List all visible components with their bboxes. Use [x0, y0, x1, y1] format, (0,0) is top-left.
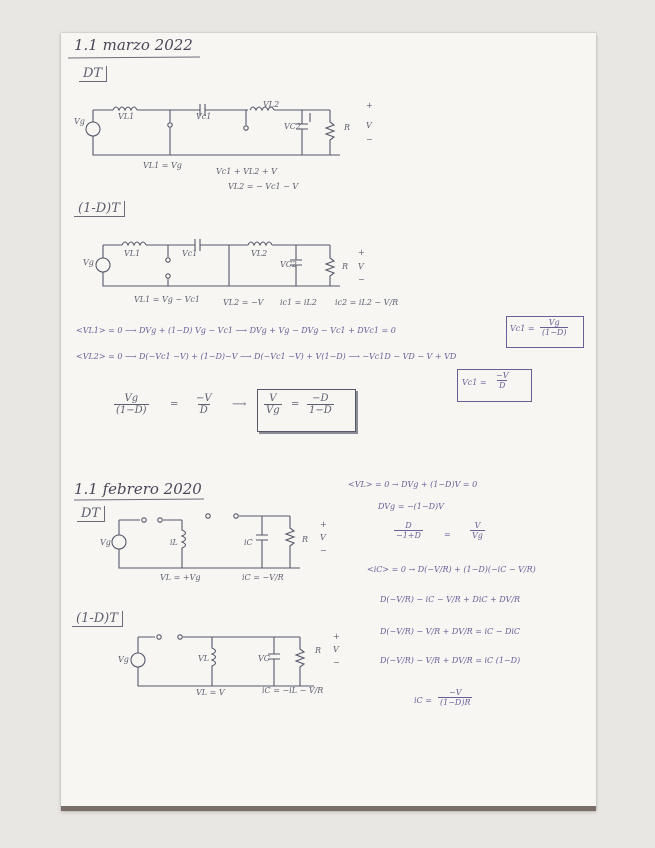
- box3-r-den: 1−D: [309, 405, 332, 416]
- dt-label-2: DT: [77, 506, 105, 522]
- s2-frac-3: [438, 688, 472, 707]
- final-l-den: (1−D): [116, 405, 147, 416]
- r-label-4: R: [315, 646, 322, 655]
- vg-label-4: Vg: [118, 655, 129, 664]
- vl1-label-2: VL1: [124, 249, 141, 258]
- box3-r-num: −D: [312, 393, 329, 404]
- final-frac-l: [114, 393, 149, 416]
- l7-num: −V: [449, 688, 462, 697]
- s2-right-l4: D(−V/R) − iC − V/R + DiC + DV/R: [380, 595, 521, 604]
- s2-right-l7-lhs: iC =: [414, 696, 432, 705]
- section-title-2022: 1.1 marzo 2022: [74, 36, 193, 54]
- box2-frac: [494, 371, 510, 390]
- vc-label: VC: [258, 654, 270, 663]
- f1-rden: Vg: [472, 531, 483, 540]
- s1-off-eq-2: VL2 = −V: [223, 298, 264, 307]
- f1-den: −1+D: [396, 531, 421, 540]
- vl2-label: VL2: [263, 100, 280, 109]
- box2-num: −V: [496, 371, 509, 380]
- minus-label: −: [366, 135, 373, 144]
- vl-label: VL: [198, 654, 210, 663]
- vc1-label-2: Vc1: [182, 249, 198, 258]
- s1-off-eq-4: ic2 = iL2 − V/R: [335, 298, 399, 307]
- vl1-label: VL1: [118, 112, 135, 121]
- s2-right-l5: D(−V/R) − V/R + DV/R = iC − DiC: [380, 627, 521, 636]
- final-r-den: D: [199, 405, 208, 416]
- box1-frac: [540, 318, 568, 337]
- box1-lhs: Vc1 =: [510, 324, 535, 333]
- box2-den: D: [499, 381, 506, 390]
- minus-label-2: −: [358, 275, 365, 284]
- box3-frac-r: [307, 393, 334, 416]
- plus-label: +: [366, 101, 373, 110]
- plus-label-3: +: [320, 520, 327, 529]
- s2-off-eq-2: iC = −iL − V/R: [262, 686, 324, 695]
- s1-dt-eq-3: VL2 = − Vc1 − V: [228, 182, 299, 191]
- box3-l-num: V: [269, 393, 277, 404]
- box3-l-den: Vg: [266, 405, 280, 416]
- f1-eq: =: [444, 530, 451, 539]
- s1-dt-eq-2: Vc1 + VL2 + V: [216, 167, 277, 176]
- vl2-label-2: VL2: [251, 249, 268, 258]
- avg-line-2: <VL2> = 0 ⟶ D(−Vc1 −V) + (1−D)−V ⟶ D(−Vc1 −V) + V(1−D) ⟶ −Vc1D − VD − V + VD: [76, 352, 457, 361]
- page-edge: [61, 806, 596, 811]
- off-label-2: (1-D)T: [72, 611, 123, 627]
- s1-dt-eq-1: VL1 = Vg: [143, 161, 182, 170]
- v-label: V: [366, 121, 372, 130]
- s2-right-l3: <iC> = 0 → D(−V/R) + (1−D)(−iC − V/R): [367, 565, 536, 574]
- final-arrow: ⟶: [232, 399, 247, 410]
- plus-label-2: +: [358, 248, 365, 257]
- s2-off-eq-1: VL = V: [196, 688, 225, 697]
- circuit-2-off: [0, 0, 1, 1]
- minus-label-3: −: [320, 546, 327, 555]
- s2-frac-2: [470, 521, 485, 540]
- section-title-2020: 1.1 febrero 2020: [74, 480, 202, 498]
- l7-den: (1−D)R: [440, 698, 471, 707]
- minus-label-4: −: [333, 658, 340, 667]
- r-label: R: [344, 123, 351, 132]
- s2-right-l6: D(−V/R) − V/R + DV/R = iC (1−D): [380, 656, 521, 665]
- box3-frac-l: [264, 393, 282, 416]
- box2-lhs: Vc1 =: [462, 378, 487, 387]
- v-label-2: V: [358, 262, 364, 271]
- ic-label: iC: [244, 538, 253, 547]
- r-label-3: R: [302, 535, 309, 544]
- s1-off-eq-3: ic1 = iL2: [280, 298, 317, 307]
- vg-label: Vg: [74, 117, 85, 126]
- f1-rnum: V: [474, 521, 481, 530]
- s2-dt-eq-2: iC = −V/R: [242, 573, 284, 582]
- vg-label-3: Vg: [100, 538, 111, 547]
- final-l-num: Vg: [124, 393, 139, 404]
- v-label-4: V: [333, 645, 339, 654]
- f1-num: D: [405, 521, 412, 530]
- off-label-1: (1-D)T: [74, 201, 125, 217]
- vc2-label: VC2: [284, 122, 301, 131]
- vg-label-2: Vg: [83, 258, 94, 267]
- vc2-label-2: VC2: [280, 260, 297, 269]
- avg-line-1: <VL1> = 0 ⟶ DVg + (1−D) Vg − Vc1 ⟶ DVg + Vg − DVg − Vc1 + DVc1 = 0: [76, 326, 396, 335]
- box1-num: Vg: [548, 318, 560, 327]
- s2-dt-eq-1: VL = +Vg: [160, 573, 201, 582]
- s2-right-l1: <VL> = 0 → DVg + (1−D)V = 0: [348, 480, 478, 489]
- s1-off-eq-1: VL1 = Vg − Vc1: [134, 295, 201, 304]
- final-r-num: −V: [196, 393, 212, 404]
- box1-den: (1−D): [542, 328, 567, 337]
- final-frac-r: [194, 393, 214, 416]
- final-eq: =: [170, 399, 179, 410]
- box3-eq: =: [291, 399, 300, 410]
- r-label-2: R: [342, 262, 349, 271]
- vc1-label: Vc1: [196, 112, 212, 121]
- s2-right-l2: DVg = −(1−D)V: [378, 502, 444, 511]
- plus-label-4: +: [333, 632, 340, 641]
- s2-frac-1: [394, 521, 423, 540]
- dt-label: DT: [79, 66, 107, 82]
- il-label: iL: [170, 538, 178, 547]
- v-label-3: V: [320, 533, 326, 542]
